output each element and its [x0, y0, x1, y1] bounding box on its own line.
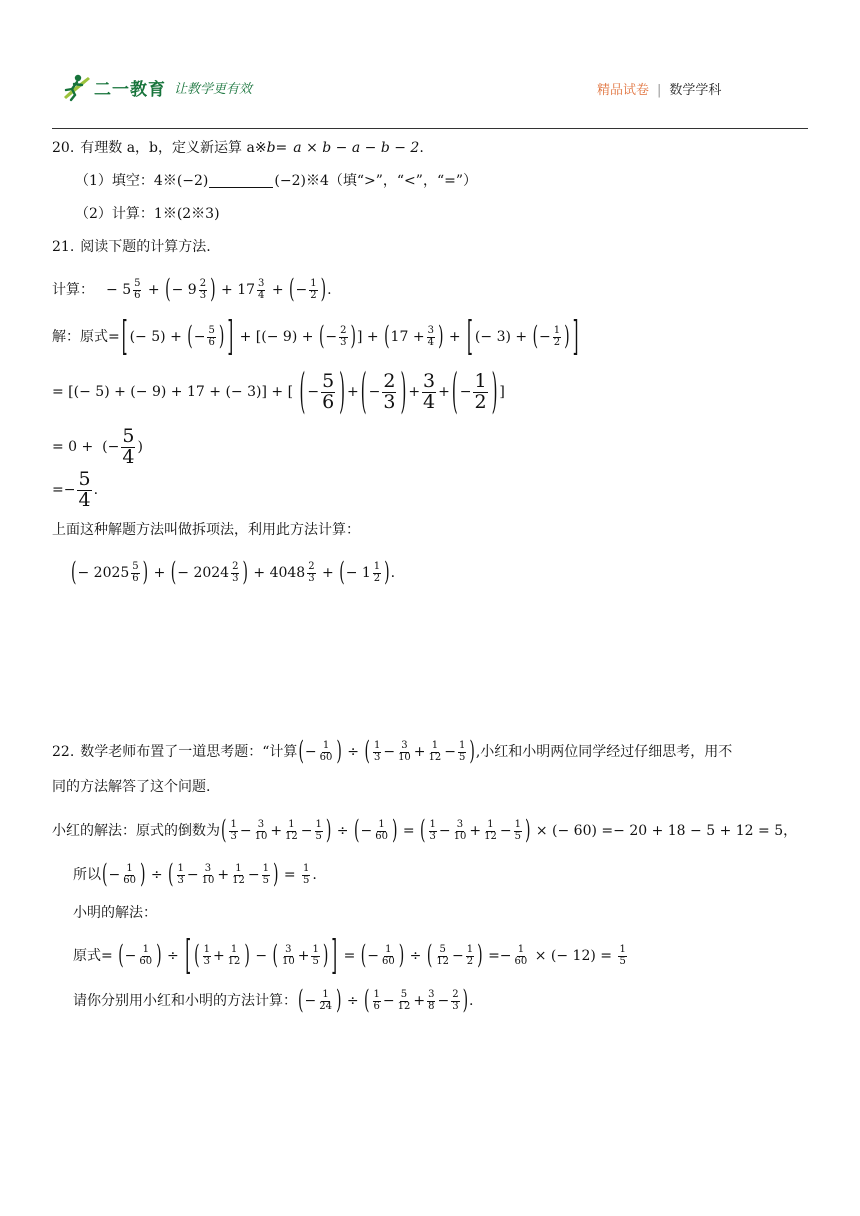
- xiaoming-method: 原式= ( − 1 60 ) ÷ [ ( 1 3 + 1 12 ) − ( 3 10 + 1 5 ) ] = ( − 1 60 ) ÷ ( 5 12 − 1 2 ) =− $\frac{1}{60}$ × (− 12) = $\frac{1}{5}$: [73, 930, 626, 979]
- fraction: 1 5: [312, 944, 319, 967]
- q20-expression: a × b − a − b − 2: [293, 140, 420, 156]
- subject-tag: 数学学科: [669, 83, 722, 98]
- fraction: 1 3: [177, 863, 184, 886]
- fraction: 1 3: [230, 819, 237, 842]
- fraction: 3 10: [453, 819, 467, 842]
- q20-number: 20.: [52, 140, 75, 156]
- q22-stem: 22. 数学老师布置了一道思考题：“计算 ( − 1 60 ) ÷ ( 1 3 − 3 10 + 1 12 − 1 5 ) ,小红和小明两位同学经过仔细思考，用不: [52, 736, 733, 768]
- fraction: 1 12: [285, 819, 298, 842]
- fraction: 1 2: [466, 944, 474, 967]
- fraction: 1 60: [382, 944, 395, 967]
- fraction: 1 5: [514, 819, 521, 842]
- fraction: 2 3: [452, 989, 459, 1012]
- q21-solution-line1: 解：原式= [ (− 5 ) + ( − 5 6 ) ] + [(− 9 ) + ( − 2 3 ) ] + ( 17 + 3 4 ) + [ (− 3 ) + ( − 1 2 ) ]: [52, 311, 579, 360]
- q22-task: 请你分别用小红和小明的方法计算： ( − 1 24 ) ÷ ( 1 6 − 5 12 + 3 8 − 2 3 ) .: [73, 985, 474, 1017]
- calc-label: 计算：: [52, 282, 94, 298]
- q21-stem: [52, 240, 211, 254]
- fraction: 3 8: [428, 989, 435, 1012]
- fraction: 1 5: [315, 819, 322, 842]
- fraction: 5 12: [397, 989, 411, 1012]
- q21-exercise: ( − 2025 5 6 ) + ( − 2024 2 3 ) + 4048 2 3 + ( − 1 1 2 ) .: [71, 557, 396, 589]
- q21-solution-line4: =− $\frac{5}{4}$ .: [52, 467, 99, 511]
- xiaohong-conclusion: 所以 ( − 1 60 ) ÷ ( 1 3 − 3 10 + 1 12 − 1 5 ) = 1 5 .: [73, 859, 317, 891]
- fraction: $\frac{1}{60}$: [514, 944, 528, 967]
- q22-number: 22.: [52, 744, 75, 760]
- q20-part1-text-b: (−2)※4（填“>”，“<”，“=”）: [274, 173, 477, 189]
- fraction: $\frac{5}{4}$: [78, 467, 91, 511]
- header-tags: [597, 79, 721, 98]
- q21-number: 21.: [52, 239, 75, 255]
- q21-method-text: 上面这种解题方法叫做拆项法，利用此方法计算：: [52, 522, 360, 538]
- brand-logo: [58, 70, 252, 104]
- solution-label: 解：原式=: [52, 329, 120, 345]
- fraction: 1 24: [319, 989, 332, 1012]
- xiaohong-method: 小红的解法：原式的倒数为 ( 1 3 − 3 10 + 1 12 − 1 5 ) ÷ ( − 1 60 ) = ( 1 3 − 3 10 + 1 12 − 1 5 ) × (− 60) =− 20 + 18 − 5 + 12 = 5，: [52, 815, 798, 847]
- q22-stem-cont: 同的方法解答了这个问题.: [52, 779, 211, 795]
- fraction: 3 4: [258, 278, 265, 301]
- fraction: 3 10: [281, 944, 295, 967]
- fraction: 1 12: [428, 740, 442, 763]
- xiaoming-label: 小明的解法：: [73, 905, 157, 921]
- q20-part2-text: （2）计算：1※(2※3): [75, 206, 220, 222]
- fraction: 1 12: [484, 819, 497, 842]
- fraction: 1 60: [319, 740, 333, 763]
- fraction: $\frac{1}{5}$: [619, 944, 626, 967]
- q21-solution-line3: = 0 + (− $\frac{5}{4}$ ): [52, 424, 143, 468]
- q21-text: 阅读下题的计算方法.: [80, 239, 211, 255]
- q20-part1: [75, 174, 477, 188]
- fraction: 2 3: [199, 278, 207, 301]
- fraction: 3 10: [254, 819, 268, 842]
- q20-stem: [52, 141, 424, 155]
- q20-part2: [75, 207, 220, 221]
- q21-solution-line2: = [(− 5 ) + (− 9 ) + 17 + (− 3 )] + [ ( − 5 6 ) + ( − 2 3 ) + 3 4 + ( − 1 2 ) ]: [52, 361, 505, 420]
- header-rule: [52, 128, 808, 129]
- fraction: 3 10: [398, 740, 411, 763]
- answer-blank[interactable]: [209, 175, 273, 188]
- q21-calc-line: 计算： − 5 5 6 + ( − 9 2 3 ) + 17 3 4 + ( − 1 2 ) .: [52, 274, 332, 306]
- fraction: 2 3: [383, 369, 396, 413]
- fraction: 3 10: [201, 863, 215, 886]
- header-separator: |: [657, 83, 662, 98]
- fraction: 1 60: [375, 819, 388, 842]
- fraction: 5 6: [134, 278, 141, 301]
- fraction: 3 4: [427, 325, 434, 348]
- fraction: 5 12: [436, 944, 450, 967]
- zero-step: = 0 +: [52, 439, 94, 455]
- fraction: 1 5: [303, 863, 310, 886]
- premium-tag: 精品试卷: [597, 83, 650, 98]
- fraction: 1 12: [227, 944, 241, 967]
- fraction: 1 3: [373, 740, 381, 763]
- fraction: 1 2: [474, 369, 487, 413]
- q20-text: 有理数 a，b，定义新运算 a※: [80, 140, 267, 156]
- brand-name: 二一教育: [94, 79, 166, 100]
- result-prefix: =−: [52, 482, 76, 498]
- q20-dot: .: [419, 140, 424, 156]
- fraction: 5 6: [208, 325, 215, 348]
- fraction: 1 6: [373, 989, 380, 1012]
- fraction: 2 3: [340, 325, 347, 348]
- fraction: 1 2: [553, 325, 561, 348]
- fraction: 1 3: [429, 819, 436, 842]
- fraction: 1 2: [373, 561, 381, 584]
- q20-part1-text: （1）填空：4※(−2): [75, 173, 209, 189]
- q20-var-b: b: [266, 140, 276, 156]
- fraction: 5 6: [132, 561, 139, 584]
- fraction: 1 5: [459, 740, 466, 763]
- q20-eq: =: [275, 140, 288, 156]
- brand-slogan: 让教学更有效: [174, 81, 253, 97]
- fraction: 3 4: [423, 369, 436, 413]
- fraction: 1 3: [203, 944, 210, 967]
- runner-logo-icon: [58, 71, 92, 103]
- fraction: 1 60: [123, 863, 136, 886]
- fraction: $\frac{5}{4}$: [122, 424, 135, 468]
- fraction: 2 3: [308, 561, 315, 584]
- fraction: 1 2: [310, 278, 317, 301]
- fraction: 1 12: [232, 863, 245, 886]
- fraction: 1 60: [139, 944, 153, 967]
- fraction: 1 5: [262, 863, 269, 886]
- fraction: 2 3: [232, 561, 239, 584]
- fraction: 5 6: [322, 369, 335, 413]
